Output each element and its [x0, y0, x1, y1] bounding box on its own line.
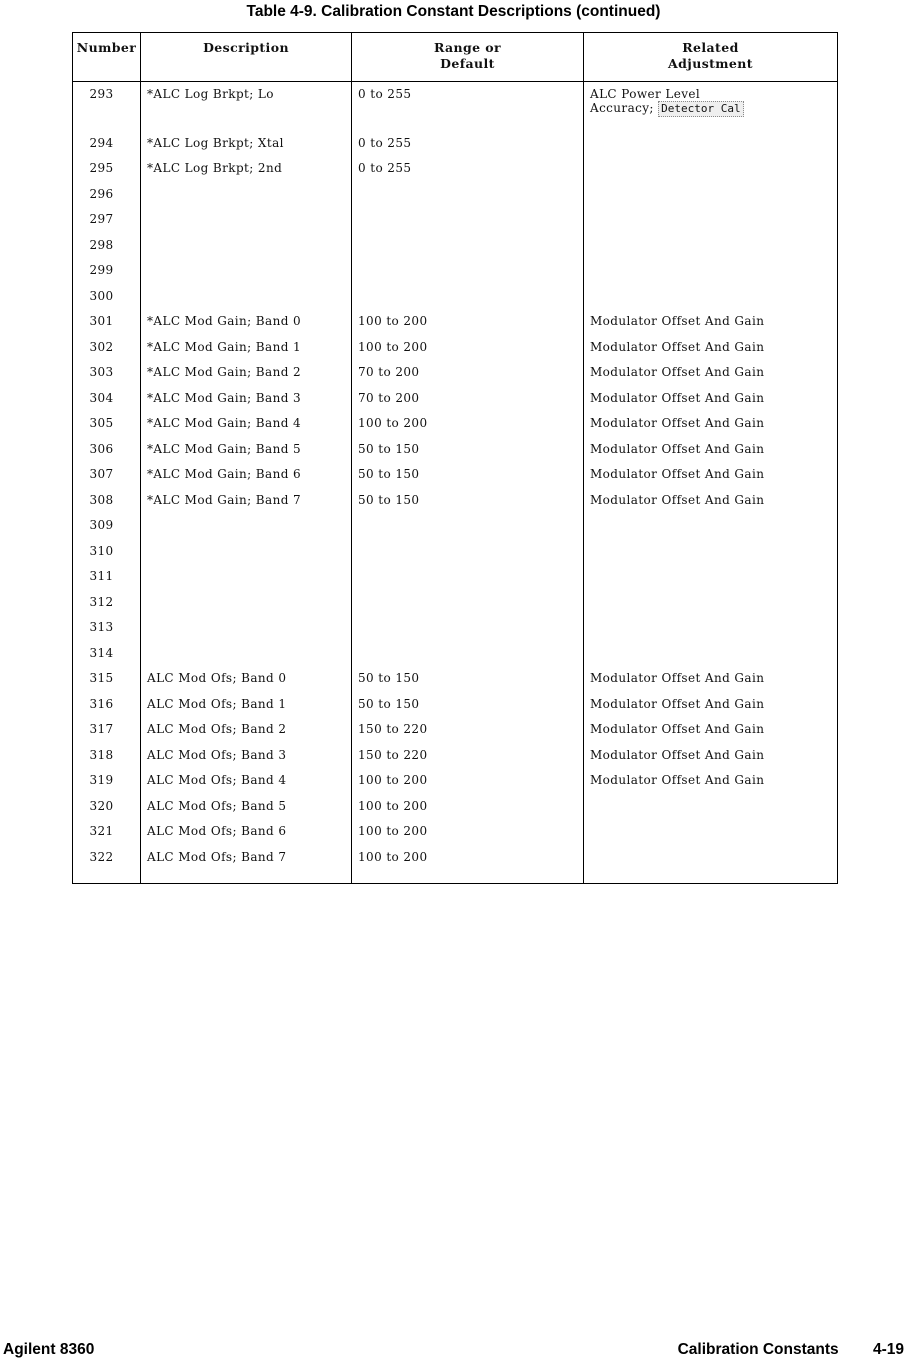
cell-related-adjustment: Modulator Offset And Gain	[584, 335, 838, 361]
cell-description: *ALC Mod Gain; Band 7	[141, 488, 352, 514]
cell-range	[352, 641, 584, 667]
column-header: Range or Default	[352, 33, 584, 82]
cell-range: 50 to 150	[352, 666, 584, 692]
table-row	[73, 641, 838, 667]
table-row	[73, 335, 838, 361]
cell-description: ALC Mod Ofs; Band 3	[141, 743, 352, 769]
cell-description	[141, 564, 352, 590]
cell-range: 150 to 220	[352, 743, 584, 769]
cell-related-adjustment	[584, 819, 838, 845]
cell-related-adjustment: Modulator Offset And Gain	[584, 462, 838, 488]
cell-range: 100 to 200	[352, 335, 584, 361]
cell-number: 316	[89, 696, 114, 711]
cell-number: 302	[89, 339, 114, 354]
cell-related-adjustment: Modulator Offset And Gain	[584, 743, 838, 769]
cell-range: 100 to 200	[352, 794, 584, 820]
table-header-row	[73, 33, 838, 82]
table-row	[73, 794, 838, 820]
cell-number: 303	[89, 365, 114, 379]
cell-description	[141, 258, 352, 284]
cell-range	[352, 590, 584, 616]
cell-related-adjustment	[584, 845, 838, 884]
cell-related-adjustment	[584, 284, 838, 310]
cell-number: 321	[89, 824, 114, 838]
table-row	[73, 284, 838, 310]
column-header: Number	[73, 33, 141, 82]
table-row	[73, 437, 838, 463]
table-row	[73, 386, 838, 412]
cell-number: 301	[89, 314, 114, 328]
detector-cal-badge: Detector Cal	[658, 101, 743, 117]
cell-description: ALC Mod Ofs; Band 4	[141, 768, 352, 794]
cell-related-adjustment	[584, 207, 838, 233]
table-row	[73, 564, 838, 590]
table-row	[73, 590, 838, 616]
cell-related-adjustment	[584, 794, 838, 820]
table-row	[73, 411, 838, 437]
cell-description: *ALC Mod Gain; Band 6	[141, 462, 352, 488]
cell-related-adjustment	[584, 182, 838, 208]
column-header: Related Adjustment	[584, 33, 838, 82]
cell-number: 314	[89, 645, 114, 660]
cell-description	[141, 207, 352, 233]
cell-range: 100 to 200	[352, 819, 584, 845]
cell-related-adjustment: Modulator Offset And Gain	[584, 717, 838, 743]
cell-description: *ALC Log Brkpt; Lo	[141, 82, 352, 131]
cell-range: 0 to 255	[352, 82, 584, 131]
table-row	[73, 131, 838, 157]
cell-number: 307	[89, 467, 114, 481]
cell-related-adjustment	[584, 615, 838, 641]
cell-number: 315	[89, 671, 114, 685]
cell-number: 293	[89, 87, 114, 101]
cell-related-adjustment: ALC Power Level Accuracy; Detector Cal	[584, 82, 838, 131]
cell-description: *ALC Mod Gain; Band 4	[141, 411, 352, 437]
cell-related-adjustment: Modulator Offset And Gain	[584, 768, 838, 794]
cell-related-adjustment: Modulator Offset And Gain	[584, 488, 838, 514]
cell-number: 296	[89, 186, 114, 201]
cell-number: 297	[89, 212, 114, 226]
cell-description: *ALC Log Brkpt; Xtal	[141, 131, 352, 157]
cell-related-adjustment: Modulator Offset And Gain	[584, 360, 838, 386]
calibration-constants-table	[72, 32, 838, 884]
cell-number: 309	[89, 518, 114, 532]
cell-related-adjustment	[584, 641, 838, 667]
cell-range: 100 to 200	[352, 309, 584, 335]
table-row	[73, 82, 838, 131]
cell-number: 310	[89, 543, 114, 558]
cell-range: 0 to 255	[352, 131, 584, 157]
cell-description	[141, 641, 352, 667]
page-title: Table 4-9. Calibration Constant Descriptions (continued)	[246, 3, 661, 20]
cell-description: ALC Mod Ofs; Band 0	[141, 666, 352, 692]
cell-number: 294	[89, 135, 114, 150]
table-row	[73, 233, 838, 259]
cell-number: 305	[89, 416, 114, 430]
footer-section	[678, 1341, 904, 1359]
cell-description	[141, 284, 352, 310]
table-row	[73, 360, 838, 386]
cell-description: *ALC Mod Gain; Band 5	[141, 437, 352, 463]
cell-number: 308	[89, 492, 114, 507]
cell-number: 298	[89, 237, 114, 252]
cell-related-adjustment: Modulator Offset And Gain	[584, 692, 838, 718]
cell-related-adjustment	[584, 258, 838, 284]
cell-description: ALC Mod Ofs; Band 1	[141, 692, 352, 718]
cell-number: 320	[89, 798, 114, 813]
table-row	[73, 743, 838, 769]
cell-description	[141, 233, 352, 259]
cell-description	[141, 182, 352, 208]
cell-related-adjustment: Modulator Offset And Gain	[584, 437, 838, 463]
cell-related-adjustment	[584, 513, 838, 539]
cell-range	[352, 564, 584, 590]
table-row	[73, 462, 838, 488]
cell-number: 317	[89, 722, 114, 736]
table-row	[73, 258, 838, 284]
cell-range: 50 to 150	[352, 692, 584, 718]
cell-number: 295	[89, 161, 114, 175]
cell-range	[352, 233, 584, 259]
cell-number: 306	[89, 441, 114, 456]
table-row	[73, 207, 838, 233]
cell-description: *ALC Mod Gain; Band 1	[141, 335, 352, 361]
cell-range: 50 to 150	[352, 488, 584, 514]
cell-related-adjustment: Modulator Offset And Gain	[584, 666, 838, 692]
table-row	[73, 182, 838, 208]
cell-number: 319	[89, 773, 114, 787]
cell-related-adjustment: Modulator Offset And Gain	[584, 386, 838, 412]
cell-number: 300	[89, 288, 114, 303]
footer-page-number: 4-19	[872, 1341, 904, 1358]
cell-range: 70 to 200	[352, 360, 584, 386]
cell-range: 100 to 200	[352, 768, 584, 794]
cell-description: ALC Mod Ofs; Band 6	[141, 819, 352, 845]
table-row	[73, 513, 838, 539]
cell-description: ALC Mod Ofs; Band 2	[141, 717, 352, 743]
cell-description: ALC Mod Ofs; Band 7	[141, 845, 352, 884]
cell-range	[352, 284, 584, 310]
table-row	[73, 488, 838, 514]
cell-range	[352, 258, 584, 284]
table-row	[73, 615, 838, 641]
cell-number: 312	[89, 594, 114, 609]
cell-related-adjustment	[584, 233, 838, 259]
cell-description: *ALC Mod Gain; Band 2	[141, 360, 352, 386]
table-row	[73, 717, 838, 743]
table-row	[73, 309, 838, 335]
cell-range	[352, 539, 584, 565]
cell-range	[352, 513, 584, 539]
cell-related-adjustment	[584, 539, 838, 565]
cell-range	[352, 615, 584, 641]
cell-related-adjustment: Modulator Offset And Gain	[584, 411, 838, 437]
cell-description: *ALC Mod Gain; Band 0	[141, 309, 352, 335]
cell-related-adjustment	[584, 564, 838, 590]
table-row	[73, 768, 838, 794]
cell-description: *ALC Mod Gain; Band 3	[141, 386, 352, 412]
cell-range: 50 to 150	[352, 437, 584, 463]
cell-related-adjustment	[584, 131, 838, 157]
page-footer	[3, 1341, 904, 1359]
table-row	[73, 692, 838, 718]
table-row	[73, 819, 838, 845]
cell-number: 322	[89, 849, 114, 864]
cell-number: 313	[89, 620, 114, 634]
cell-related-adjustment: Modulator Offset And Gain	[584, 309, 838, 335]
cell-number: 299	[89, 263, 114, 277]
cell-description: ALC Mod Ofs; Band 5	[141, 794, 352, 820]
cell-range: 150 to 220	[352, 717, 584, 743]
cell-range	[352, 207, 584, 233]
table-row	[73, 666, 838, 692]
column-header: Description	[141, 33, 352, 82]
cell-number: 318	[89, 747, 114, 762]
cell-description	[141, 615, 352, 641]
cell-description	[141, 539, 352, 565]
footer-product-name: Agilent 8360	[3, 1341, 95, 1358]
cell-number: 311	[89, 569, 114, 583]
cell-related-adjustment	[584, 590, 838, 616]
cell-range: 100 to 200	[352, 845, 584, 884]
cell-description	[141, 590, 352, 616]
cell-range: 100 to 200	[352, 411, 584, 437]
table-row	[73, 156, 838, 182]
cell-range: 70 to 200	[352, 386, 584, 412]
cell-description	[141, 513, 352, 539]
cell-range: 0 to 255	[352, 156, 584, 182]
footer-section-title: Calibration Constants	[677, 1341, 839, 1358]
table-row	[73, 539, 838, 565]
table-row	[73, 845, 838, 884]
cell-number: 304	[89, 390, 114, 405]
cell-range: 50 to 150	[352, 462, 584, 488]
cell-description: *ALC Log Brkpt; 2nd	[141, 156, 352, 182]
cell-related-adjustment	[584, 156, 838, 182]
cell-range	[352, 182, 584, 208]
